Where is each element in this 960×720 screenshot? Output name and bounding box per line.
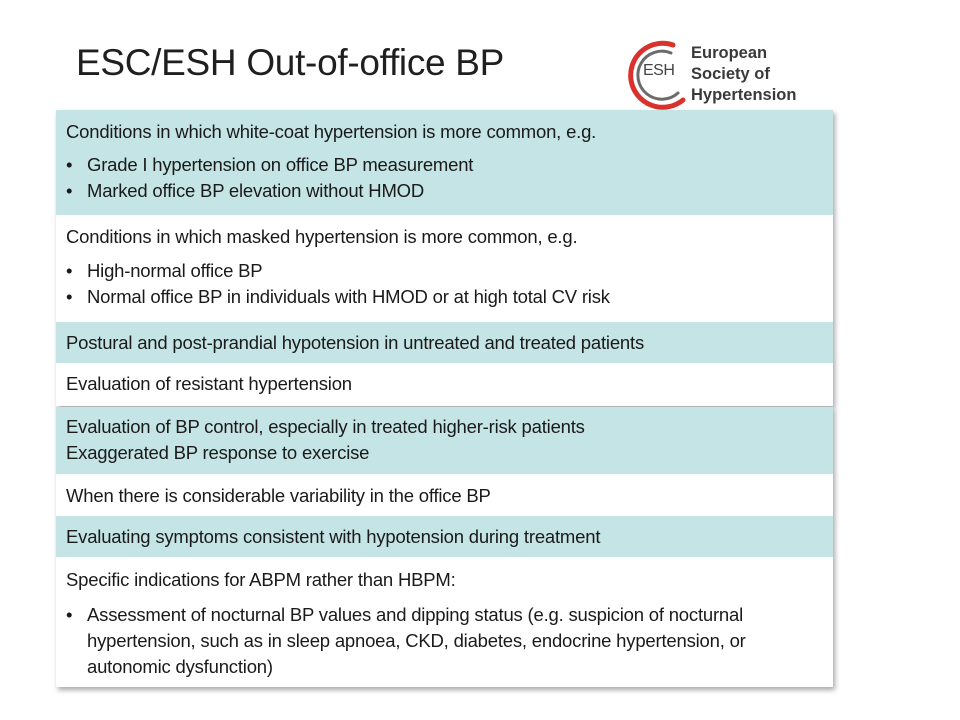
row-heading: Conditions in which white-coat hypertension is more common, e.g. (66, 121, 597, 142)
indications-table-upper (56, 110, 833, 406)
logo-abbreviation: ESH (643, 62, 675, 79)
bullet-list (66, 602, 823, 680)
table-row (56, 364, 833, 406)
row-heading: When there is considerable variability in the office BP (66, 485, 491, 506)
bullet-list (66, 152, 823, 204)
row-heading: Postural and post-prandial hypotension in untreated and treated patients (66, 332, 645, 353)
table-row (56, 475, 833, 517)
row-heading: Conditions in which masked hypertension is more common, e.g. (66, 226, 578, 247)
row-line: Exaggerated BP response to exercise (66, 442, 370, 463)
logo-line: European (691, 44, 768, 62)
table-row (56, 517, 833, 558)
list-item: • Marked office BP elevation without HMOD (66, 178, 823, 204)
table-row (56, 407, 833, 475)
logo-wordmark (691, 43, 796, 106)
row-heading: Specific indications for ABPM rather than HBPM: (66, 569, 456, 590)
table-row (56, 323, 833, 364)
list-item: • High-normal office BP (66, 258, 823, 284)
esh-logo (627, 38, 807, 114)
slide-title: ESC/ESH Out-of-office BP (76, 42, 505, 83)
row-heading: Evaluation of resistant hypertension (66, 373, 352, 394)
list-item: • Grade I hypertension on office BP measurement (66, 152, 823, 178)
row-line: Evaluation of BP control, especially in treated higher-risk patients (66, 416, 585, 437)
table-row (56, 558, 833, 687)
list-item: • Normal office BP in individuals with HMOD or at high total CV risk (66, 284, 823, 310)
table-row (56, 216, 833, 323)
logo-line: Society of (691, 65, 770, 83)
bullet-list (66, 258, 823, 310)
row-heading: Evaluating symptoms consistent with hypotension during treatment (66, 526, 601, 547)
table-row (56, 110, 833, 216)
logo-line: Hypertension (691, 86, 797, 104)
list-item: • Assessment of nocturnal BP values and dipping status (e.g. suspicion of nocturnal hypertension, such as in sleep apnoea, CKD, diabetes, endocrine hypertension, or autonomic dysfunction) (66, 602, 823, 680)
indications-table-lower (56, 407, 833, 687)
